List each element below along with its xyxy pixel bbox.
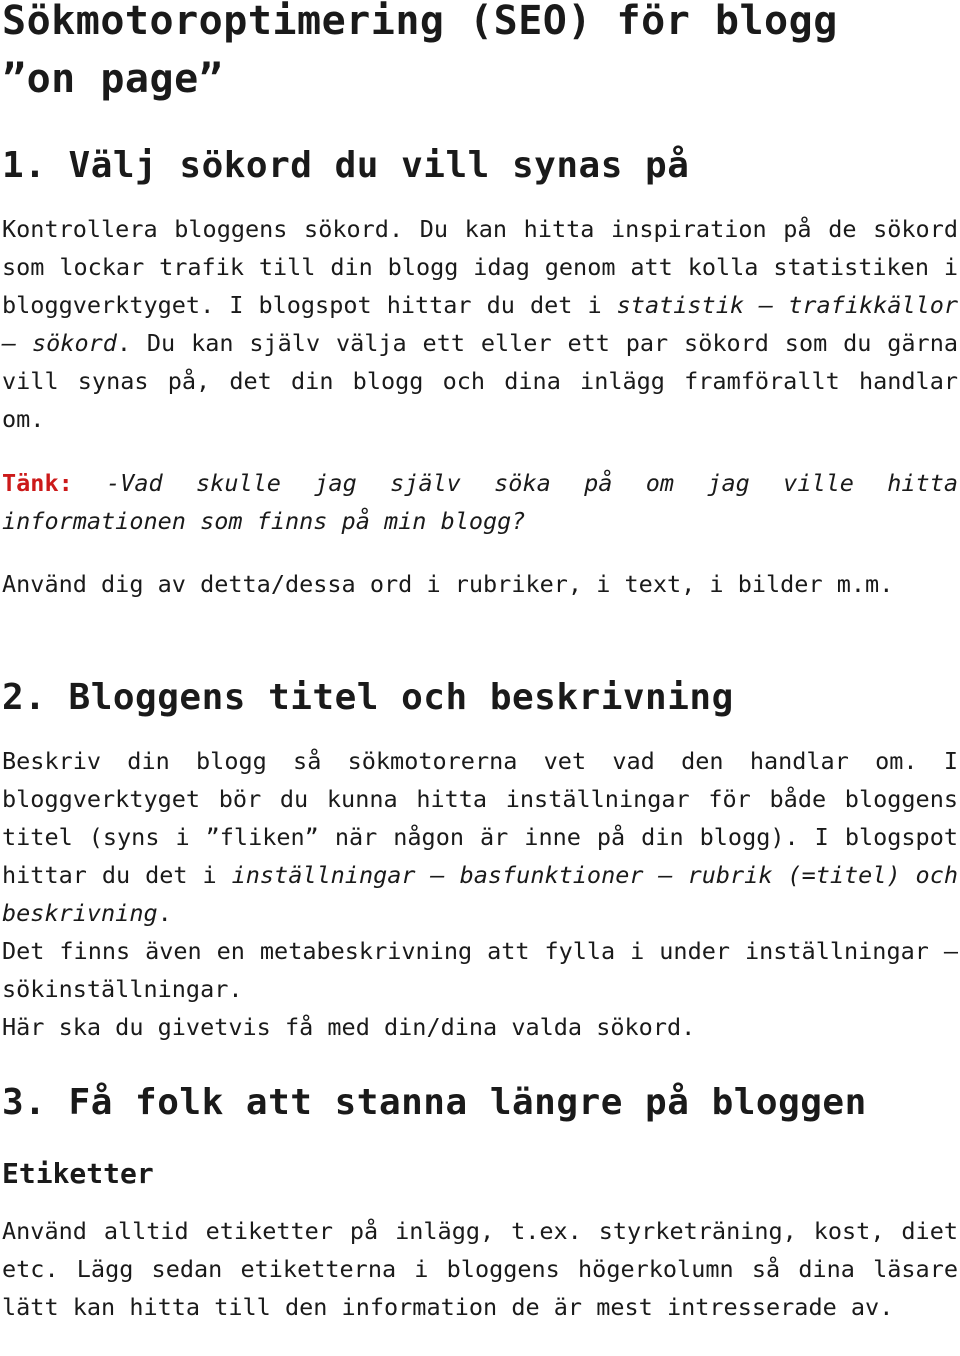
section-2-paragraph-2 [2, 932, 958, 1008]
paragraph-text: Beskriv din blogg så sökmotorerna vet vad den handlar om. I bloggverktyget bör du kunna hitta inställningar för både bloggens titel (syns i ”fliken” när någon är inne på din blogg). I blogspot hittar du det i [2, 747, 958, 889]
section-1-heading [2, 143, 958, 189]
heading-text: 2. Bloggens titel och beskrivning [2, 677, 734, 718]
paragraph-text: Här ska du givetvis få med din/dina valda sökord. [2, 1013, 696, 1041]
section-1-paragraph-1 [2, 210, 958, 438]
paragraph-text: Kontrollera bloggens sökord. Du kan hitta inspiration på de sökord som lockar trafik till din blogg idag genom att kolla statistiken i bloggverktyget. I blogspot hittar du det i [2, 215, 958, 319]
paragraph-italic: statistik – trafikkällor – sökord [2, 291, 959, 357]
think-text: -Vad skulle jag själv söka på om jag ville hitta informationen som finns på min blogg? [2, 469, 958, 535]
document-title [2, 0, 958, 108]
section-2-heading [2, 675, 958, 721]
paragraph-text: . [157, 899, 172, 927]
title-line-2: ”on page” [2, 56, 224, 102]
paragraph-text: Det finns även en metabeskrivning att fylla i under inställningar – sökinställningar. [2, 937, 958, 1003]
section-2-paragraph-1 [2, 742, 958, 932]
think-paragraph [2, 464, 958, 540]
paragraph-italic: inställningar – basfunktioner – rubrik (=titel) och beskrivning [2, 861, 959, 927]
heading-text: 1. Välj sökord du vill synas på [2, 145, 690, 186]
heading-text: 3. Få folk att stanna längre på bloggen [2, 1082, 867, 1123]
paragraph-text: Använd alltid etiketter på inlägg, t.ex. styrketräning, kost, diet etc. Lägg sedan etiketterna i bloggens högerkolumn så dina läsare lätt kan hitta till den information de är mest intresserade av. [2, 1217, 958, 1321]
section-3-heading [2, 1080, 958, 1126]
section-2-paragraph-3 [2, 1008, 958, 1046]
section-1-paragraph-3 [2, 565, 958, 603]
section-3-paragraph-1 [2, 1212, 958, 1326]
think-label: Tänk: [2, 469, 73, 497]
subheading-text: Etiketter [2, 1157, 154, 1190]
paragraph-text: . Du kan själv välja ett eller ett par sökord som du gärna vill synas på, det din blogg och dina inlägg framförallt handlar om. [2, 329, 958, 433]
title-line-1: Sökmotoroptimering (SEO) för blogg [2, 0, 838, 44]
section-3-subheading [2, 1156, 958, 1192]
paragraph-text: Använd dig av detta/dessa ord i rubriker, i text, i bilder m.m. [2, 570, 894, 598]
